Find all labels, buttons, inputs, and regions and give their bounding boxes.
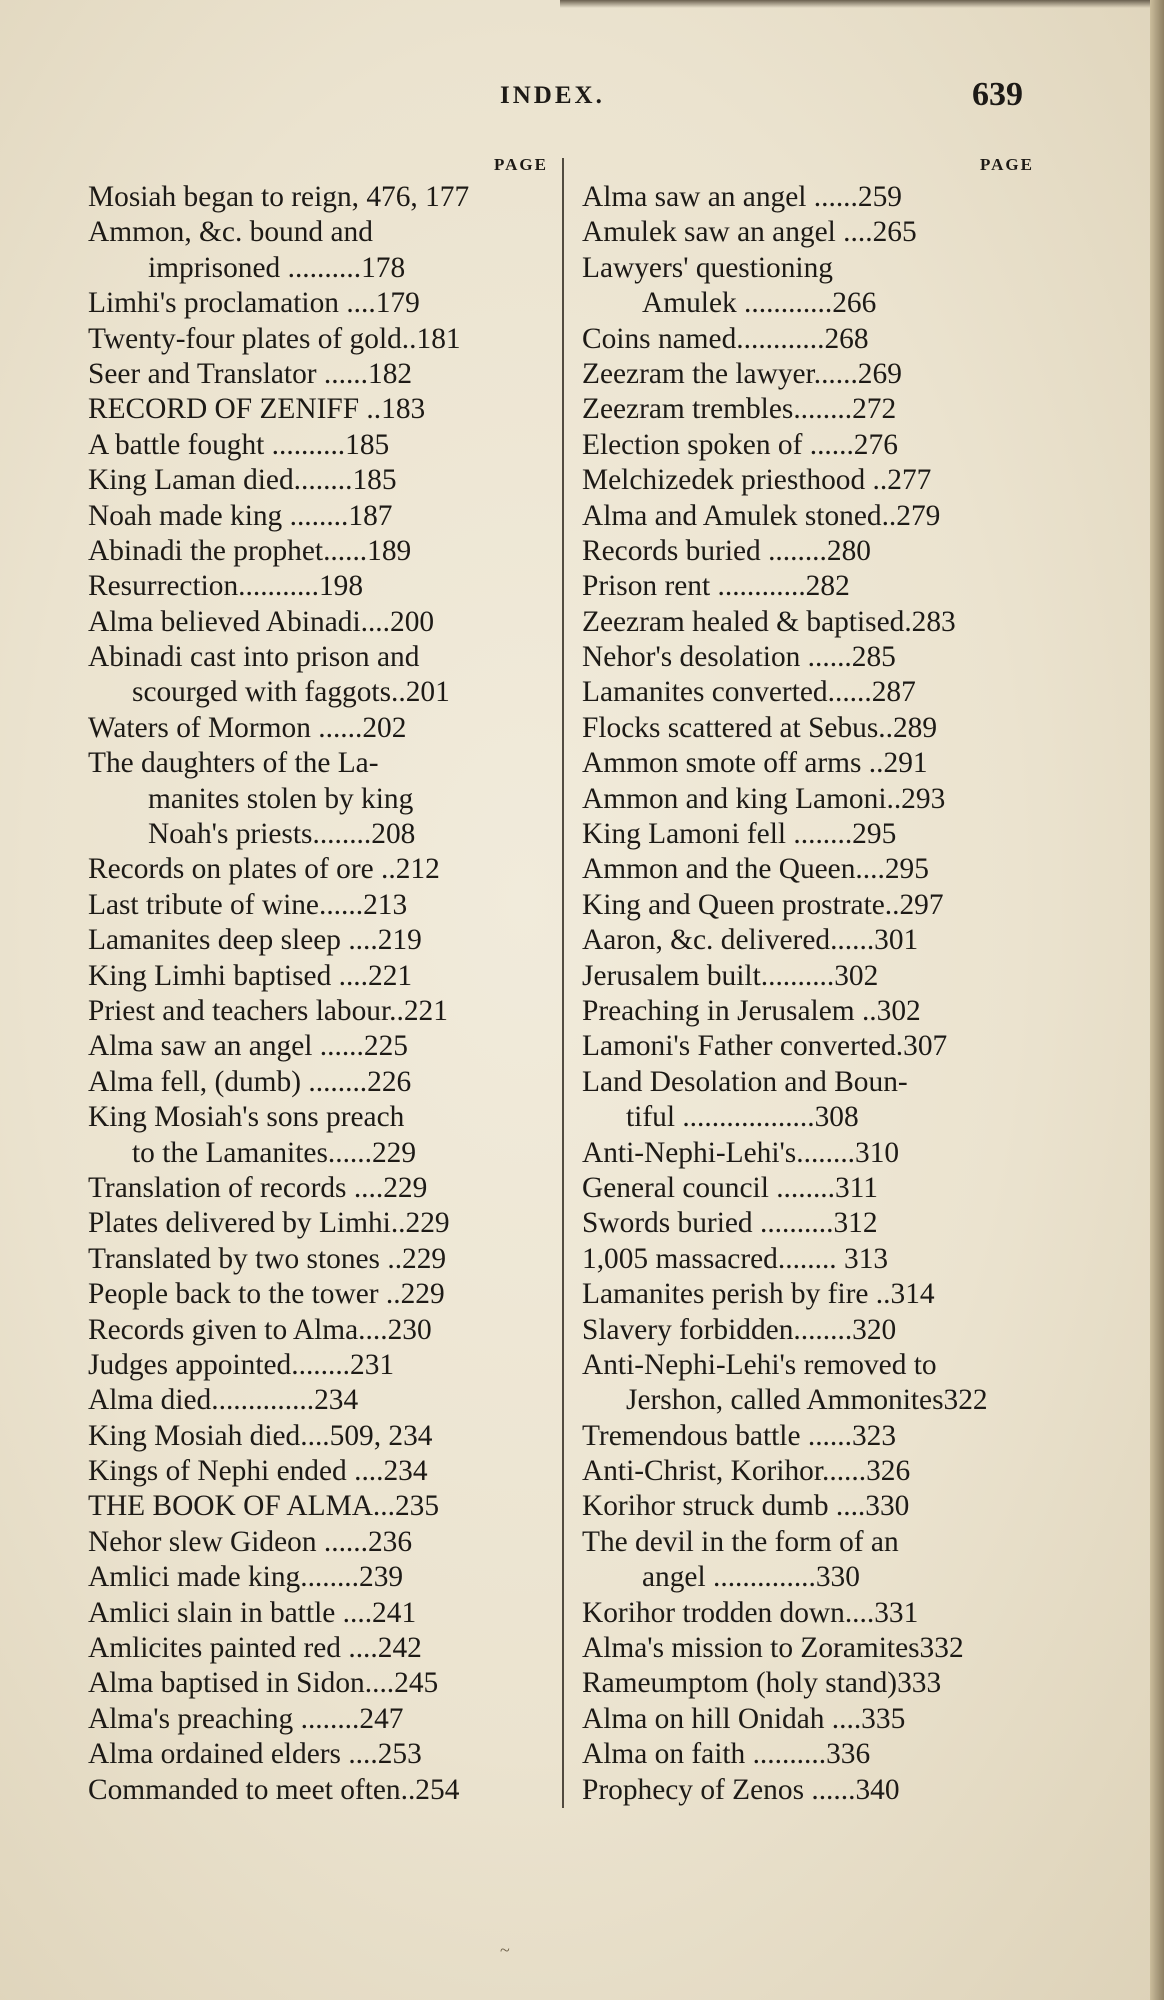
index-entry: imprisoned ..........178: [148, 251, 406, 284]
bottom-ornament: ~: [500, 1940, 510, 1960]
index-entry: 1,005 massacred........ 313: [582, 1242, 889, 1275]
index-entries-left: [88, 180, 548, 1808]
index-entry: Nehor's desolation ......285: [582, 641, 896, 674]
index-entry: King Laman died........185: [88, 464, 397, 497]
index-entry: Ammon and the Queen....295: [582, 853, 929, 886]
column-heading-page: PAGE: [494, 155, 548, 174]
index-entry: Seer and Translator ......182: [88, 357, 413, 390]
index-entry: Kings of Nephi ended ....234: [88, 1455, 428, 1488]
index-entry: Ammon and king Lamoni..293: [582, 782, 946, 815]
index-entry: Alma baptised in Sidon....245: [88, 1667, 439, 1700]
index-entry: Priest and teachers labour..221: [88, 994, 448, 1027]
index-entry: Jershon, called Ammonites322: [626, 1384, 988, 1417]
index-entry: Alma and Amulek stoned..279: [582, 499, 941, 532]
index-entry: Judges appointed........231: [88, 1348, 395, 1381]
index-entry: Alma's preaching ........247: [88, 1702, 404, 1735]
index-entry: Alma saw an angel ......225: [88, 1030, 408, 1063]
index-entry: Last tribute of wine......213: [88, 888, 408, 921]
index-entry: Abinadi cast into prison and: [88, 641, 420, 674]
index-entry: Alma on hill Onidah ....335: [582, 1702, 906, 1735]
index-entry: People back to the tower ..229: [88, 1278, 445, 1311]
index-entry: Zeezram healed & baptised.283: [582, 605, 956, 638]
index-entry: General council ........311: [582, 1171, 878, 1204]
index-entry: Slavery forbidden........320: [582, 1313, 897, 1346]
index-entry: Alma believed Abinadi....200: [88, 605, 435, 638]
running-header: [0, 72, 1164, 122]
index-entry: King Mosiah died....509, 234: [88, 1419, 433, 1452]
index-entry: Melchizedek priesthood ..277: [582, 464, 932, 497]
index-entry: Noah made king ........187: [88, 499, 393, 532]
page-number: 639: [972, 76, 1023, 113]
index-entry: A battle fought ..........185: [88, 428, 390, 461]
index-entry: Lamanites deep sleep ....219: [88, 924, 422, 957]
index-entry: Prophecy of Zenos ......340: [582, 1773, 900, 1806]
index-entry: King Limhi baptised ....221: [88, 959, 413, 992]
index-entry: Zeezram trembles........272: [582, 393, 897, 426]
index-entry: to the Lamanites......229: [132, 1136, 417, 1169]
index-entry: Korihor trodden down....331: [582, 1596, 919, 1629]
index-entry: Commanded to meet often..254: [88, 1773, 460, 1806]
column-heading-page: PAGE: [980, 155, 1034, 174]
index-entry: Amulek saw an angel ....265: [582, 216, 917, 249]
index-entry: Amulek ............266: [642, 287, 877, 320]
index-entry: Coins named............268: [582, 322, 869, 355]
index-entry: Anti-Nephi-Lehi's removed to: [582, 1348, 937, 1381]
index-entry: Ammon, &c. bound and: [88, 216, 373, 249]
index-entry: Twenty-four plates of gold..181: [88, 322, 461, 355]
index-entry: Anti-Nephi-Lehi's........310: [582, 1136, 900, 1169]
index-entry: Zeezram the lawyer......269: [582, 357, 902, 390]
index-entry: Nehor slew Gideon ......236: [88, 1525, 413, 1558]
index-entry: The daughters of the La-: [88, 747, 379, 780]
index-entry: Anti-Christ, Korihor......326: [582, 1455, 911, 1488]
index-entry: Alma on faith ..........336: [582, 1738, 871, 1771]
index-entry: Mosiah began to reign, 476, 177: [88, 181, 470, 213]
index-entry: Waters of Mormon ......202: [88, 711, 407, 744]
index-entry: Korihor struck dumb ....330: [582, 1490, 910, 1523]
index-column-right: [582, 150, 1034, 1808]
index-entry: Lamoni's Father converted.307: [582, 1030, 948, 1063]
index-entry: Abinadi the prophet......189: [88, 534, 412, 567]
index-entries-right: [582, 180, 1034, 1808]
index-entry: Swords buried ..........312: [582, 1207, 878, 1240]
index-entry: Alma fell, (dumb) ........226: [88, 1065, 412, 1098]
index-entry: Alma died..............234: [88, 1384, 359, 1417]
index-entry: scourged with faggots..201: [132, 676, 450, 709]
index-entry: Aaron, &c. delivered......301: [582, 924, 919, 957]
index-entry: Amlici slain in battle ....241: [88, 1596, 417, 1629]
index-entry: Land Desolation and Boun-: [582, 1065, 908, 1098]
index-entry: Translated by two stones ..229: [88, 1242, 447, 1275]
page-spine-edge: [1150, 0, 1164, 2000]
index-entry: Alma ordained elders ....253: [88, 1738, 422, 1771]
index-entry: The devil in the form of an: [582, 1525, 899, 1558]
index-entry: Lamanites perish by fire ..314: [582, 1278, 935, 1311]
index-entry: Plates delivered by Limhi..229: [88, 1207, 450, 1240]
index-entry: THE BOOK OF ALMA...235: [88, 1490, 440, 1523]
index-entry: Records on plates of ore ..212: [88, 853, 440, 886]
index-entry: Records given to Alma....230: [88, 1313, 432, 1346]
index-entry: Rameumptom (holy stand)333: [582, 1667, 942, 1700]
index-entry: angel ..............330: [642, 1561, 860, 1594]
index-entry: RECORD OF ZENIFF ..183: [88, 393, 426, 426]
column-divider: [562, 158, 564, 1808]
index-column-left: [88, 150, 548, 1808]
index-entry: King Lamoni fell ........295: [582, 818, 897, 851]
index-entry: Limhi's proclamation ....179: [88, 287, 420, 320]
index-entry: Jerusalem built..........302: [582, 959, 879, 992]
index-entry: King Mosiah's sons preach: [88, 1101, 405, 1134]
index-entry: Alma's mission to Zoramites332: [582, 1632, 964, 1665]
index-entry: Prison rent ............282: [582, 570, 850, 603]
index-entry: Preaching in Jerusalem ..302: [582, 994, 921, 1027]
index-entry: Resurrection...........198: [88, 570, 364, 603]
index-entry: Lamanites converted......287: [582, 676, 916, 709]
index-entry: Translation of records ....229: [88, 1171, 428, 1204]
index-entry: Alma saw an angel ......259: [582, 181, 902, 213]
index-entry: Flocks scattered at Sebus..289: [582, 711, 938, 744]
index-entry: Ammon smote off arms ..291: [582, 747, 928, 780]
index-entry: tiful ..................308: [626, 1101, 859, 1134]
index-entry: Tremendous battle ......323: [582, 1419, 897, 1452]
index-entry: Amlici made king........239: [88, 1561, 404, 1594]
index-entry: Amlicites painted red ....242: [88, 1632, 422, 1665]
index-entry: Noah's priests........208: [148, 818, 416, 851]
index-entry: manites stolen by king: [148, 782, 414, 815]
header-title: INDEX.: [500, 82, 605, 109]
index-entry: Records buried ........280: [582, 534, 871, 567]
page-top-edge: [560, 0, 1164, 8]
index-entry: Election spoken of ......276: [582, 428, 898, 461]
index-entry: Lawyers' questioning: [582, 251, 833, 284]
index-entry: King and Queen prostrate..297: [582, 888, 944, 921]
